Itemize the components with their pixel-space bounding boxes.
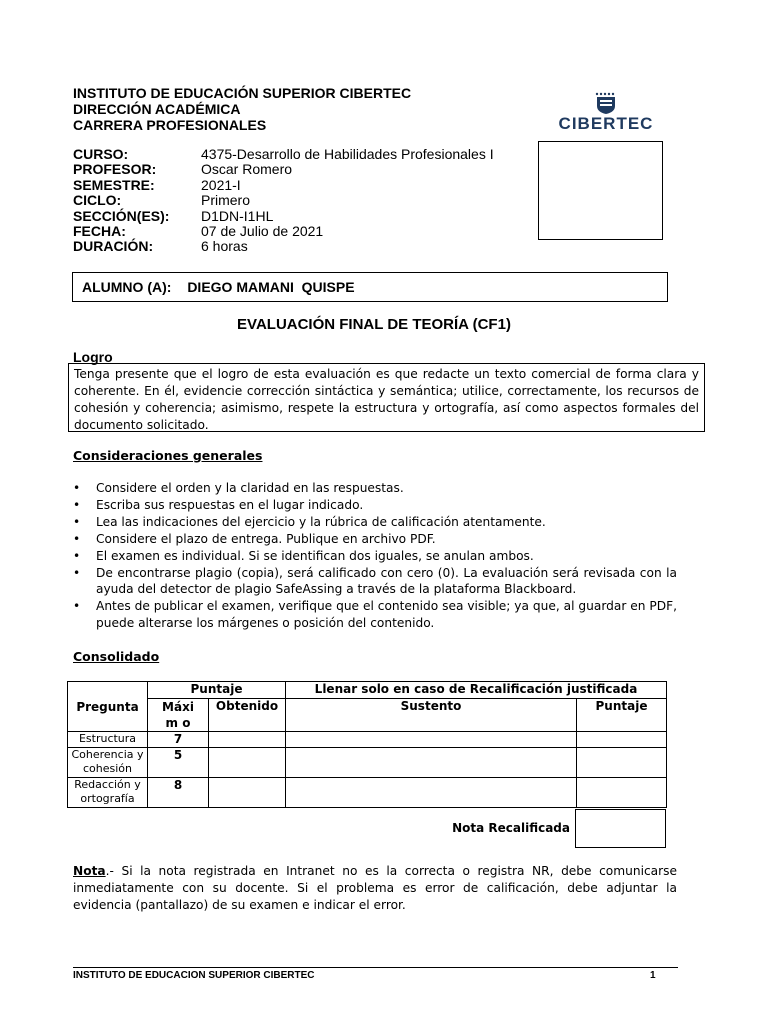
sustento-cell[interactable] <box>286 732 577 748</box>
logro-text: Tenga presente que el logro de esta evaluación es que redacte un texto comercial de forma clara y coherente. En él, evidencie corrección sintáctica y semántica; utilice, correctamente, los recursos de cohesión y coherencia; asimismo, respete la estructura y ortografía, así como aspectos formales del documento solicitado. <box>68 363 705 432</box>
consolidado-heading: Consolidado <box>73 649 160 664</box>
recalificacion-header: Llenar solo en caso de Recalificación justificada <box>286 682 667 699</box>
bullet-icon: • <box>73 481 81 495</box>
bullet-icon: • <box>73 599 81 614</box>
bullet-icon: • <box>73 548 81 563</box>
fecha-value: 07 de Julio de 2021 <box>201 223 324 240</box>
crest-icon <box>556 92 656 114</box>
footer-institution: INSTITUTO DE EDUCACION SUPERIOR CIBERTEC <box>73 970 315 981</box>
obtenido-cell[interactable] <box>209 732 286 748</box>
obtenido-cell[interactable] <box>209 748 286 778</box>
curso-value: 4375-Desarrollo de Habilidades Profesionales I <box>201 146 494 162</box>
ciclo-label: CICLO: <box>73 192 122 209</box>
puntaje2-header: Puntaje <box>577 699 667 732</box>
sustento-header: Sustento <box>286 699 577 732</box>
maximo-cell: 5 <box>148 748 209 778</box>
bullet-icon: • <box>73 497 81 512</box>
career-name: CARRERA PROFESIONALES <box>73 117 267 133</box>
course-row <box>73 147 494 162</box>
semestre-label: SEMESTRE: <box>73 176 155 193</box>
list-item: • El examen es individual. Si se identifican dos iguales, se anulan ambos. <box>73 548 534 563</box>
profesor-label: PROFESOR: <box>73 161 157 178</box>
logro-heading: Logro <box>73 349 113 365</box>
pregunta-cell: Coherencia y cohesión <box>68 748 148 778</box>
duracion-value: 6 horas <box>201 238 248 255</box>
list-item: • Antes de publicar el examen, verifique que el contenido sea visible; ya que, al guardar en PDF, puede alterarse los márgenes o posición del contenido. <box>73 599 677 631</box>
profesor-value: Oscar Romero <box>201 161 293 178</box>
maximo-cell: 7 <box>148 732 209 748</box>
cibertec-logo <box>556 92 656 134</box>
bullet-icon: • <box>73 514 81 529</box>
nota-recalificada-box[interactable] <box>575 809 666 848</box>
bullet-icon: • <box>73 531 81 546</box>
pregunta-cell: Redacción y ortografía <box>68 778 148 808</box>
consolidado-table <box>67 681 667 808</box>
seccion-row <box>73 209 494 224</box>
sustento-cell[interactable] <box>286 748 577 778</box>
puntaje-cell[interactable] <box>577 732 667 748</box>
curso-label: CURSO: <box>73 146 129 162</box>
student-box <box>72 272 668 302</box>
list-item: • Escriba sus respuestas en el lugar indicado. <box>73 497 364 512</box>
puntaje-cell[interactable] <box>577 748 667 778</box>
nota-paragraph <box>73 863 677 914</box>
list-item: • De encontrarse plagio (copia), será calificado con cero (0). La evaluación será revisada con la ayuda del detector de plagio SafeAssing a través de la plataforma Blackboard. <box>73 565 677 597</box>
course-info <box>73 147 494 255</box>
profesor-row <box>73 162 494 177</box>
fecha-label: FECHA: <box>73 223 126 240</box>
duracion-label: DURACIÓN: <box>73 238 154 255</box>
photo-box <box>538 141 663 240</box>
sustento-cell[interactable] <box>286 778 577 808</box>
maximo-cell: 8 <box>148 778 209 808</box>
student-name: DIEGO MAMANI QUISPE <box>187 279 355 295</box>
table-header-row <box>68 682 667 699</box>
logo-text: CIBERTEC <box>558 114 654 133</box>
seccion-label: SECCIÓN(ES): <box>73 207 170 224</box>
table-row <box>68 732 667 748</box>
semestre-row <box>73 178 494 193</box>
nota-label: Nota <box>73 864 106 878</box>
list-item: • Considere el plazo de entrega. Publique en archivo PDF. <box>73 531 436 546</box>
bullet-icon: • <box>73 565 81 580</box>
pregunta-header: Pregunta <box>68 682 148 732</box>
list-item: • Considere el orden y la claridad en las respuestas. <box>73 481 404 495</box>
consideraciones-list <box>73 480 677 632</box>
duracion-row <box>73 239 494 254</box>
page-number: 1 <box>650 970 656 981</box>
footer-divider <box>73 967 678 968</box>
table-row <box>68 748 667 778</box>
institution-header <box>73 85 411 133</box>
nota-recalificada-label: Nota Recalificada <box>452 821 570 835</box>
nota-text: .- Si la nota registrada en Intranet no es la correcta o registra NR, debe comunicarse inmediatamente con su docente. Si el problema es error de calificación, debe adjuntar la evidencia (pantallazo) de su examen e indicar el error. <box>73 864 677 912</box>
obtenido-header: Obtenido <box>209 699 286 732</box>
semestre-value: 2021-I <box>201 176 241 193</box>
maximo-header: Máxim o <box>148 699 209 732</box>
ciclo-value: Primero <box>201 192 251 209</box>
table-row <box>68 778 667 808</box>
list-item: • Lea las indicaciones del ejercicio y la rúbrica de calificación atentamente. <box>73 514 546 529</box>
ciclo-row <box>73 193 494 208</box>
table-subheader-row <box>68 699 667 732</box>
puntaje-cell[interactable] <box>577 778 667 808</box>
puntaje-header: Puntaje <box>148 682 286 699</box>
consideraciones-heading: Consideraciones generales <box>73 448 263 463</box>
direction-name: DIRECCIÓN ACADÉMICA <box>73 101 241 117</box>
student-label: ALUMNO (A): <box>82 279 172 295</box>
pregunta-cell: Estructura <box>68 732 148 748</box>
obtenido-cell[interactable] <box>209 778 286 808</box>
seccion-value: D1DN-I1HL <box>201 207 274 224</box>
institution-name: INSTITUTO DE EDUCACIÓN SUPERIOR CIBERTEC <box>73 85 412 101</box>
exam-title: EVALUACIÓN FINAL DE TEORÍA (CF1) <box>237 316 511 333</box>
